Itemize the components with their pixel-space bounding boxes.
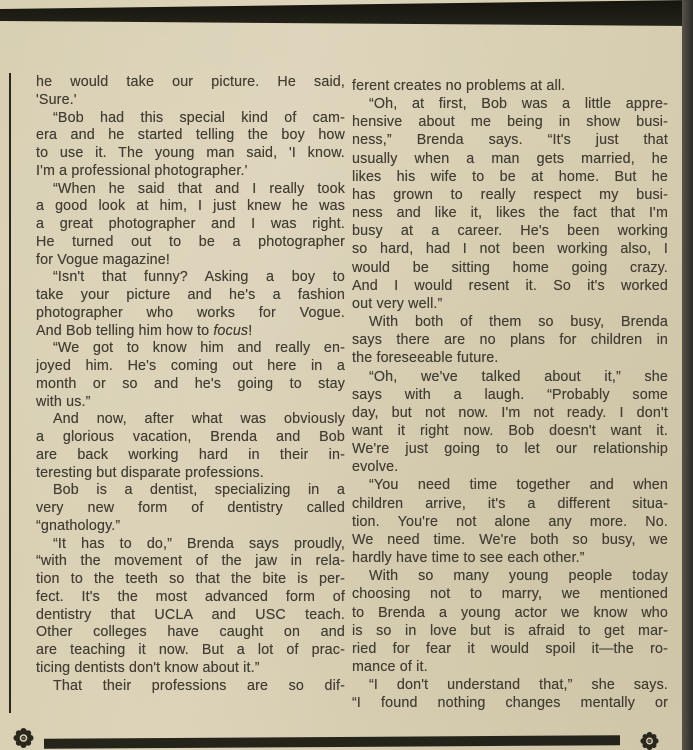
text-line: “It has to do,” Brenda says proudly, — [53, 535, 345, 552]
text-line: I'm a professional photographer.' — [36, 162, 248, 179]
text-line: likes his wife to be at home. But he — [352, 168, 668, 185]
text-line: We need time. We're both so busy, we — [352, 531, 668, 548]
text-line: And I would resent it. So it's worked — [352, 277, 668, 294]
article-column-left — [36, 74, 345, 695]
text-line: month or so and he's going to stay — [36, 375, 345, 392]
text-line: And now, after what was obviously — [53, 411, 345, 428]
text-line: teresting but disparate professions. — [36, 464, 264, 481]
text-line: take your picture and he's a fashion — [36, 287, 345, 303]
text-line: a great photographer and I was right. — [36, 216, 345, 232]
text-line: ried for fear it would spoil it—the ro- — [352, 640, 668, 657]
text-line: hardly have time to see each other.” — [352, 550, 585, 567]
text-line: “You need time together and when — [369, 477, 668, 494]
flower-rosette-icon — [11, 727, 36, 749]
text-line: has grown to really respect my busi- — [352, 186, 668, 203]
text-line: children arrive, it's a different situa- — [352, 495, 668, 512]
text-line: ness and like it, likes the fact that I'm — [352, 205, 668, 222]
text-line: evolve. — [352, 459, 399, 476]
text-line: fect. It's the most advanced form of — [36, 588, 345, 605]
text-line: ferent creates no problems at all. — [352, 78, 566, 94]
text-line: “Isn't that funny? Asking a boy to — [53, 269, 345, 286]
text-line: is so in love but is afraid to get mar- — [352, 622, 668, 639]
text-line: are back working hard in their in- — [36, 446, 345, 463]
text-line: “Bob had this special kind of cam- — [53, 109, 345, 126]
text-line: era and he started telling the boy how — [36, 127, 345, 144]
flower-rosette-icon — [638, 731, 661, 750]
text-line: “I found nothing changes mentally or — [352, 695, 668, 712]
text-line: the foreseeable future. — [352, 350, 499, 367]
text-line: he would take our picture. He said, — [36, 74, 345, 90]
text-line: usually when a man gets married, he — [352, 150, 668, 167]
text-line: very new form of dentistry called — [36, 500, 345, 516]
text-line: Other colleges have caught on and — [36, 624, 345, 641]
text-line: mance of it. — [352, 659, 428, 675]
text-line: tion to the teeth so that the bite is per- — [36, 571, 345, 587]
text-line: “Oh, at first, Bob was a little appre- — [369, 96, 668, 113]
text-line: photographer who works for Vogue. — [36, 304, 345, 321]
footer-rule-bar — [44, 735, 620, 749]
text-line: With both of them so busy, Brenda — [369, 314, 668, 331]
text-line: says there are no plans for children in — [352, 332, 668, 349]
text-line: “When he said that and I really took — [53, 180, 345, 197]
text-line: busy at a career. He's been working — [352, 223, 668, 240]
text-line: says with a laugh. “Probably some — [352, 386, 668, 403]
text-line: dentistry that UCLA and USC teach. — [36, 606, 345, 623]
text-line: ticing dentists don't know about it.” — [36, 659, 260, 676]
text-line: With so many young people today — [369, 568, 668, 585]
text-line: with us.” — [36, 393, 91, 410]
text-line: Bob is a dentist, specializing in a — [53, 482, 345, 499]
page-right-scan-edge — [682, 0, 693, 750]
text-line: “We got to know him and really en- — [53, 340, 345, 357]
text-line: “I don't understand that,” she says. — [369, 677, 668, 694]
text-line: are teaching it now. But a lot of prac- — [36, 642, 345, 658]
text-line: “Oh, we've talked about it,” she — [369, 368, 668, 385]
text-line: ness,” Brenda says. “It's just that — [352, 132, 668, 149]
text-line: joyed him. He's coming out here in a — [36, 358, 345, 374]
text-line: hensive about me being in show busi- — [352, 114, 668, 131]
text-line: to Brenda a young actor we know who — [352, 604, 668, 621]
text-line: “with the movement of the jaw in rela- — [36, 553, 345, 570]
text-line: so hard, had I not been working also, I — [352, 241, 668, 258]
text-line: a good look at him, I just knew he was — [36, 198, 345, 215]
text-line: We're just going to let our relationship — [352, 441, 668, 458]
text-line: “gnathology.” — [36, 517, 121, 534]
column-left-rule — [9, 73, 11, 713]
text-line: would be sitting home going crazy. — [352, 259, 668, 276]
text-line: day, but not now. I'm not ready. I don't — [352, 404, 668, 421]
text-line: choosing not to marry, we mentioned — [352, 586, 668, 603]
text-line: for Vogue magazine! — [36, 251, 170, 268]
article-column-right — [352, 77, 668, 712]
text-line: out very well.” — [352, 295, 443, 312]
text-line: want it right now. Bob doesn't want it. — [352, 422, 668, 439]
text-line: a glorious vacation, Brenda and Bob — [36, 429, 345, 445]
text-line: 'Sure.' — [36, 91, 77, 108]
text-line: He turned out to be a photographer — [36, 233, 345, 250]
text-line: to use it. The young man said, 'I know. — [36, 145, 345, 161]
text-line: And Bob telling him how to focus! — [36, 322, 253, 339]
text-line: That their professions are so dif- — [53, 677, 345, 694]
text-line: tion. You're not alone any more. No. — [352, 513, 668, 530]
page-top-scan-edge — [0, 0, 693, 30]
